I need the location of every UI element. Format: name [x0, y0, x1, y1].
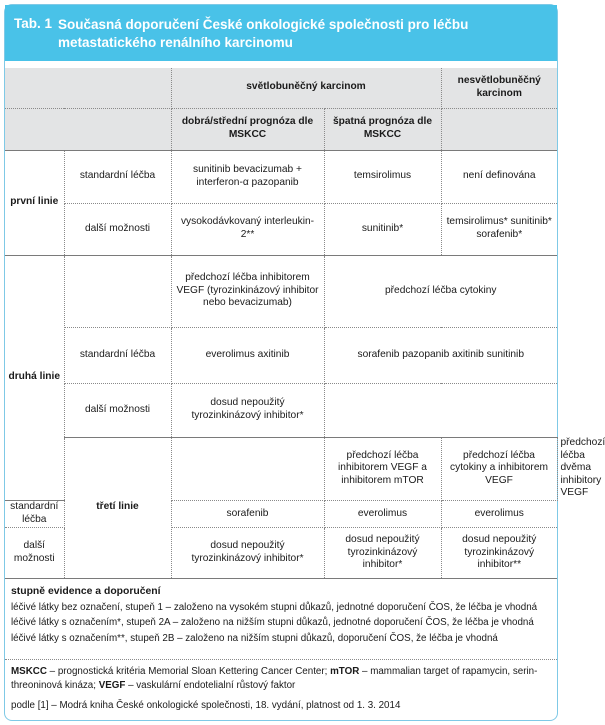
evidence-section: [11, 584, 556, 646]
third-line-prior-cyto-vegf: předchozí léčba cytokiny a inhibitorem VEGF: [441, 437, 557, 500]
header-empty-2: [5, 108, 171, 150]
first-line-std-poor: temsirolimus: [324, 150, 441, 203]
abbreviations: [11, 665, 556, 693]
footnote-divider: [5, 659, 557, 660]
third-line-oth-2: dosud nepoužitý tyrozinkinázový inhibitor*: [324, 527, 441, 578]
second-line-oth-vegf: dosud nepoužitý tyrozinkinázový inhibitor*: [171, 383, 324, 437]
third-line-std-2: everolimus: [324, 500, 441, 527]
header-clear-cell: světlobuněčný karcinom: [171, 68, 441, 108]
header-empty: [5, 68, 171, 108]
third-line-standard-label: standardní léčba: [5, 500, 64, 527]
header-good-prognosis: dobrá/střední prognóza dle MSKCC: [171, 108, 324, 150]
third-line-oth-3: dosud nepoužitý tyrozinkinázový inhibitor**: [441, 527, 557, 578]
abbr-vegf-text: – vaskulární endotelialní růstový faktor: [125, 680, 296, 691]
header-poor-prognosis: špatná prognóza dle MSKCC: [324, 108, 441, 150]
first-line-std-non: není definována: [441, 150, 557, 203]
first-line-oth-good: vysokodávkovaný interleukin-2**: [171, 203, 324, 255]
source-note: podle [1] – Modrá kniha České onkologické společnosti, 18. vydání, platnost od 1. 3. 2014: [11, 700, 401, 711]
header-non-clear-empty: [441, 108, 557, 150]
second-line-prior-cytokine: předchozí léčba cytokiny: [324, 255, 557, 327]
evidence-line-1: léčivé látky bez označení, stupeň 1 – založeno na vysokém stupni důkazů, jednotné doporučení ČOS, že léčba je vhodná: [11, 601, 538, 613]
second-line-standard-label: standardní léčba: [64, 327, 171, 383]
first-line-std-good: sunitinib bevacizumab + interferon-α pazopanib: [171, 150, 324, 203]
second-line-label: druhá linie: [5, 255, 64, 500]
table-title-bar: [5, 5, 557, 61]
evidence-heading: stupně evidence a doporučení: [11, 586, 161, 597]
recommendation-table: světlobuněčný karcinom nesvětlobuněčný karcinom dobrá/střední prognóza dle MSKCC špatná prognóza dle MSKCC první linie standardní léčba sunitinib bevacizumab + interferon-α pazopanib temsirolimus není definována další možnosti vysokodávkovaný interleukin-2** sunitinib* temsirolimus* sunitinib* sorafenib* druhá linie předchozí léčba inhibitorem VEGF (tyrozinkinázový inhibitor nebo bevacizumab) předchozí léčba cytokiny standardní léčba everolimus axitinib sorafenib pazopanib axitinib sunitinib další možnosti dosud nepoužitý tyrozinkinázový inhibitor* třetí linie předchozí léčba inhibitorem VEGF a inhibitorem mTOR předchozí léčba cytokiny a inhibitorem VEGF předchozí léčba dvěma inhibitory VEGF standardní léčba sorafenib everolimus everolimus další možnosti dosud nepoužitý tyrozinkinázový inhibitor* dosud nepoužitý tyrozinkinázový inhibitor* dosud nepoužitý tyrozinkinázový inhibitor**: [5, 68, 557, 579]
abbr-mtor-text: – mammalian target of rapamycin, serin-threoninová kináza;: [11, 666, 538, 691]
first-line-oth-poor: sunitinib*: [324, 203, 441, 255]
abbr-mskcc-text: – prognostická kritéria Memorial Sloan Kettering Cancer Center;: [46, 666, 331, 677]
first-line-standard-label: standardní léčba: [64, 150, 171, 203]
second-line-empty: [64, 255, 171, 327]
third-line-prior-vegf-mtor: předchozí léčba inhibitorem VEGF a inhibitorem mTOR: [324, 437, 441, 500]
third-line-oth-1: dosud nepoužitý tyrozinkinázový inhibitor*: [171, 527, 324, 578]
table-title: Současná doporučení České onkologické společnosti pro léčbu metastatického renálního karcinomu: [58, 17, 469, 50]
abbr-mtor: mTOR: [330, 666, 360, 677]
second-line-oth-cytokine-empty: [324, 383, 557, 437]
first-line-label: první linie: [5, 150, 64, 255]
table-number: Tab. 1: [14, 16, 53, 31]
table-card: [4, 4, 605, 721]
third-line-std-3: everolimus: [441, 500, 557, 527]
evidence-line-2: léčivé látky s označením*, stupeň 2A – založeno na nižším stupni důkazů, jednotné doporučení ČOS, že léčba je vhodná: [11, 617, 534, 628]
second-line-std-vegf: everolimus axitinib: [171, 327, 324, 383]
third-line-label: třetí linie: [64, 437, 171, 578]
first-line-other-label: další možnosti: [64, 203, 171, 255]
third-line-empty: [171, 437, 324, 500]
second-line-std-cytokine: sorafenib pazopanib axitinib sunitinib: [324, 327, 557, 383]
header-non-clear-cell: nesvětlobuněčný karcinom: [441, 68, 557, 108]
abbr-mskcc: MSKCC: [11, 666, 47, 677]
abbr-vegf: VEGF: [98, 680, 126, 691]
evidence-line-3: léčivé látky s označením**, stupeň 2B – založeno na nižším stupni důkazů, doporučení ČOS, že léčba je vhodná: [11, 632, 498, 644]
first-line-oth-non: temsirolimus* sunitinib* sorafenib*: [441, 203, 557, 255]
footnotes: [11, 665, 556, 713]
third-line-std-1: sorafenib: [171, 500, 324, 527]
second-line-other-label: další možnosti: [64, 383, 171, 437]
second-line-prior-vegf: předchozí léčba inhibitorem VEGF (tyrozinkinázový inhibitor nebo bevacizumab): [171, 255, 324, 327]
third-line-other-label: další možnosti: [5, 527, 64, 578]
